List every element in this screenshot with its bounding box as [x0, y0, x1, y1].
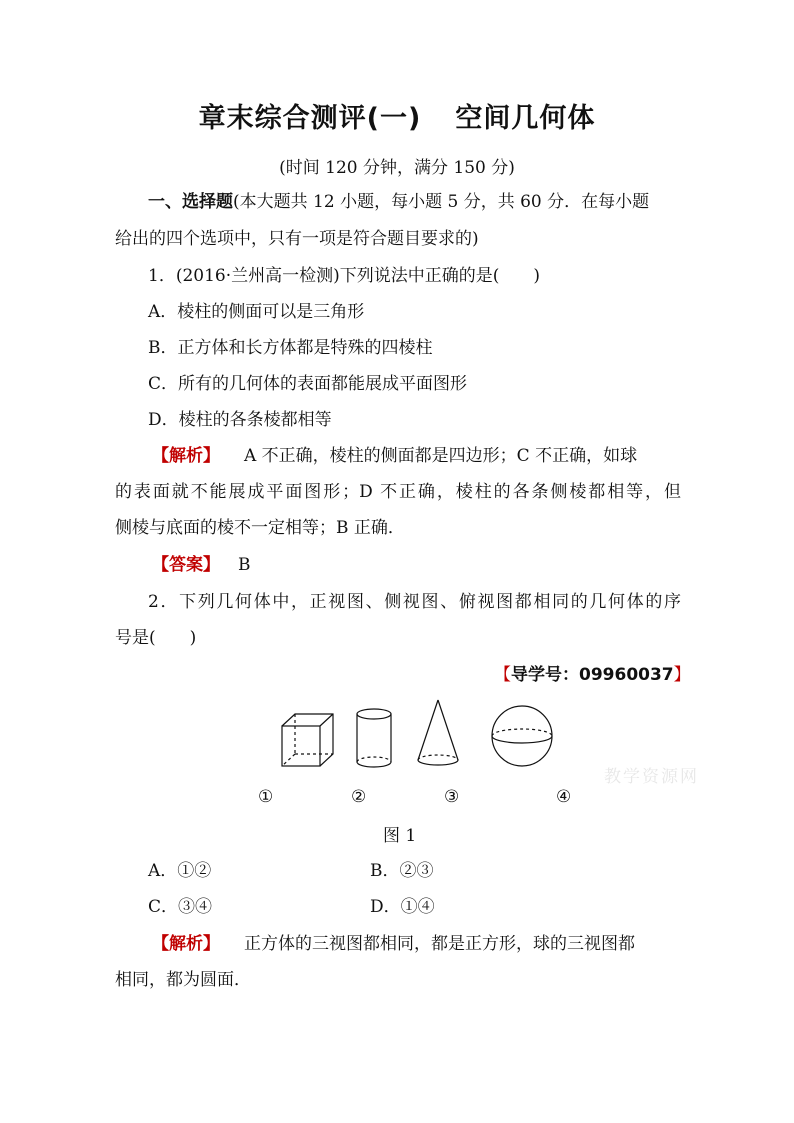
q1-analysis-line-3: 侧棱与底面的棱不一定相等；B 正确． [115, 518, 405, 538]
q2-option-a: A．①② [148, 861, 212, 881]
figure-caption: 图 1 [383, 826, 417, 846]
exam-info: (时间 120 分钟，满分 150 分) [279, 158, 515, 178]
q1-analysis-tag: 【解析】 [152, 446, 220, 466]
q2-stem-line-2: 号是( ) [115, 628, 197, 648]
q1-analysis-line-2: 的表面就不能展成平面图形；D 不正确，棱柱的各条侧棱都相等，但 [115, 482, 681, 502]
guide-text: 导学号：09960037 [511, 665, 674, 685]
q1-answer-line [152, 554, 251, 576]
q1-option-b: B．正方体和长方体都是特殊的四棱柱 [148, 338, 433, 358]
q1-analysis-text-1: A 不正确，棱柱的侧面都是四边形；C 不正确，如球 [244, 446, 638, 466]
q2-analysis-text-1: 正方体的三视图都相同，都是正方形，球的三视图都 [244, 934, 635, 954]
q2-analysis-tag: 【解析】 [152, 934, 220, 954]
title-part2: 空间几何体 [455, 103, 596, 134]
q1-answer-tag: 【答案】 [152, 555, 220, 575]
figure-label-2: ② [351, 787, 367, 807]
figure-label-3: ③ [444, 787, 460, 807]
page-title [0, 96, 794, 135]
guide-close-bracket: 】 [673, 665, 691, 685]
section-heading: 一、选择题 [148, 192, 233, 212]
q1-analysis-line-1 [152, 445, 680, 467]
q2-stem-line-1: 2．下列几何体中，正视图、侧视图、俯视图都相同的几何体的序 [148, 592, 681, 612]
section-desc-2: 给出的四个选项中，只有一项是符合题目要求的) [115, 229, 479, 249]
geometry-figures [270, 698, 600, 778]
guide-open-bracket: 【 [494, 665, 511, 685]
cube-figure [282, 714, 333, 766]
q1-stem [148, 265, 540, 287]
q1-number: 1． [148, 266, 176, 286]
q1-option-c: C．所有的几何体的表面都能展成平面图形 [148, 374, 468, 394]
q2-option-b: B．②③ [370, 861, 434, 881]
cone-figure [418, 700, 458, 765]
q1-option-a: A．棱柱的侧面可以是三角形 [148, 302, 365, 322]
section-heading-line [148, 191, 649, 213]
cylinder-figure [357, 709, 391, 767]
q2-option-c: C．③④ [148, 897, 213, 917]
guide-number [494, 664, 691, 686]
figure-label-1: ① [258, 787, 274, 807]
watermark: 教学资源网 [604, 767, 699, 787]
q2-option-d: D．①④ [370, 897, 435, 917]
q2-analysis-line-1 [152, 933, 680, 955]
q1-question: 下列说法中正确的是( ) [339, 266, 541, 286]
sphere-figure [492, 706, 552, 766]
q2-analysis-line-2: 相同，都为圆面． [115, 970, 251, 990]
section-desc-1: (本大题共 12 小题，每小题 5 分，共 60 分．在每小题 [233, 192, 650, 212]
q1-option-d: D．棱柱的各条棱都相等 [148, 410, 332, 430]
q1-answer: B [238, 555, 251, 575]
title-part1: 章末综合测评(一) [198, 103, 422, 134]
figure-label-4: ④ [556, 787, 572, 807]
q1-source: (2016·兰州高一检测) [175, 266, 340, 286]
